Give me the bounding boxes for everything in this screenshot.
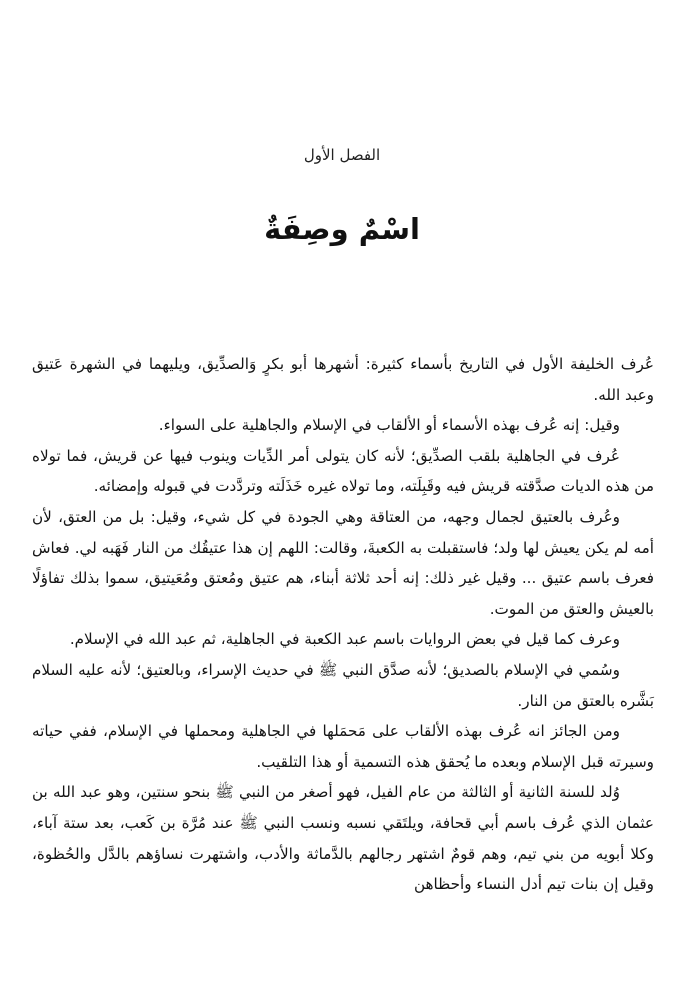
paragraph: ومن الجائز انه عُرف بهذه الألقاب على مَحمَلها في الجاهلية ومحملها في الإسلام، ففي حياته وسيرته قبل الإسلام وبعده ما يُحقق هذه التسمية أو هذا التلقيب. bbox=[32, 722, 654, 771]
paragraph: وعُرف بالعتيق لجمال وجهه، من العتاقة وهي الجودة في كل شيء، وقيل: بل من العتق، لأن أمه لم يكن يعيش لها ولد؛ فاستقبلت به الكعبةَ، وقالت: اللهم إن هذا عتيقُك من النار فَهَبه لي. فعاش فعرف باسم عتيق ... وقيل غير ذلك: إنه أحد ثلاثة أبناء، هم عتيق ومُعتق ومُعَيتيق، سموا بذلك تفاؤلًا بالعيش والعتق من الموت. bbox=[32, 507, 654, 618]
paragraph: وعرف كما قيل في بعض الروايات باسم عبد الكعبة في الجاهلية، ثم عبد الله في الإسلام. bbox=[69, 630, 620, 649]
chapter-title: اسْمٌ وصِفَةٌ bbox=[264, 212, 420, 246]
body-text bbox=[32, 349, 654, 900]
paragraph: وُلد للسنة الثانية أو الثالثة من عام الفيل، فهو أصغر من النبي ﷺ بنحو سنتين، وهو عبد الله بن عثمان الذي عُرف باسم أبي قحافة، ويلتَقي نسبه ونسب النبي ﷺ عند مُرَّة بن كَعب، بعد ستة آباء، وكلا أبويه من بني تيم، وهم قومٌ اشتهر رجالهم بالدَّماثة والأدب، واشتهرت نساؤهم بالدَّل والحُظوة، وقيل إن بنات تيم أدل النساء وأحظاهن bbox=[32, 783, 654, 894]
paragraph: عُرف الخليفة الأول في التاريخ بأسماء كثيرة: أشهرها أبو بكرٍ وَالصدِّيق، ويليهما في الشهرة عَتيق وعبد الله. bbox=[32, 355, 654, 404]
paragraph: وقيل: إنه عُرف بهذه الأسماء أو الألقاب في الإسلام والجاهلية على السواء. bbox=[158, 416, 620, 435]
paragraph: وسُمي في الإسلام بالصديق؛ لأنه صدَّق النبي ﷺ في حديث الإسراء، وبالعتيق؛ لأنه عليه السلام بَشَّره بالعتق من النار. bbox=[32, 660, 654, 710]
paragraph: عُرف في الجاهلية بلقب الصدِّيق؛ لأنه كان يتولى أمر الدِّيات وينوب فيها عن قريش، فما تولاه من هذه الديات صدَّقته قريش فيه وقَبِلَته، وما تولاه غيره خَذَلَته وتردَّدت في قبوله وإمضائه. bbox=[32, 446, 654, 496]
chapter-label: الفصل الأول bbox=[303, 146, 381, 164]
